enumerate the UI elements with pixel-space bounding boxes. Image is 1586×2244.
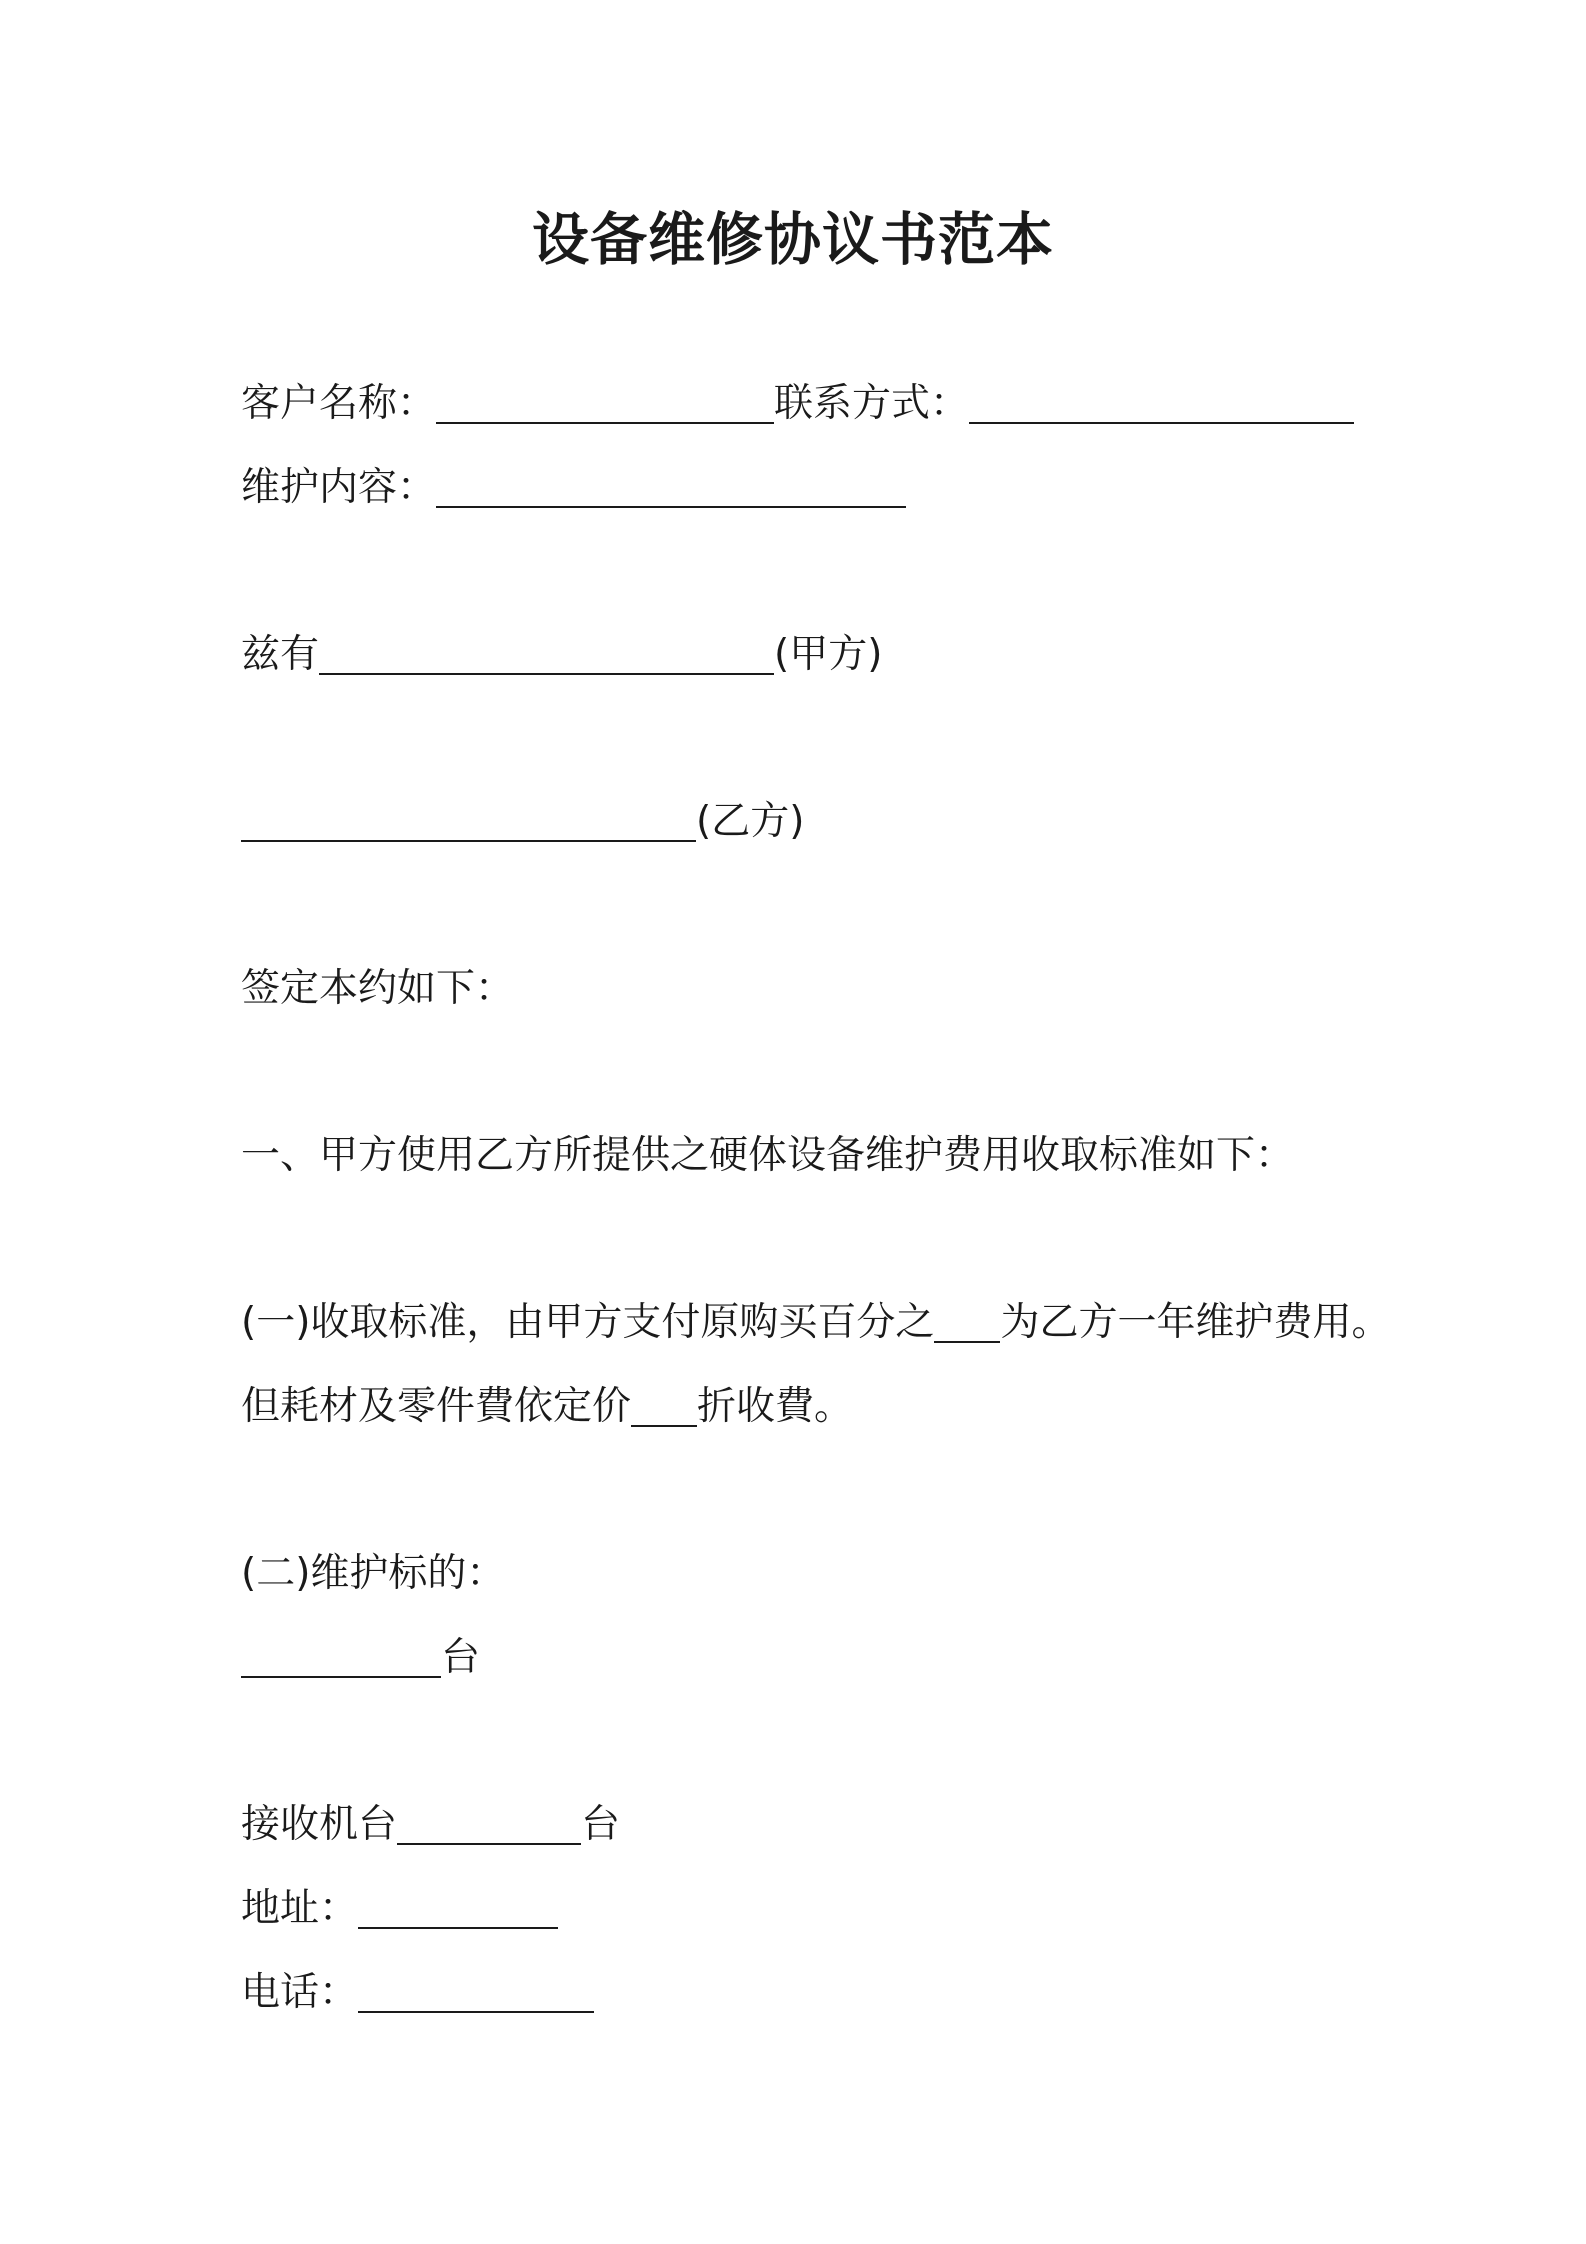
clause-1-1-line <box>241 1295 1390 1351</box>
clause-1-1-prefix: (一)收取标准，由甲方支付原购买百分之 <box>241 1300 935 1345</box>
customer-contact-line <box>241 376 1354 432</box>
units-field-1[interactable] <box>241 1632 441 1678</box>
party-a-prefix: 兹有 <box>241 632 320 677</box>
contact-field[interactable] <box>969 378 1354 424</box>
clause-1: 一、甲方使用乙方所提供之硬体设备维护费用收取标准如下： <box>241 1133 1295 1178</box>
clause-1-1-suffix: 为乙方一年维护费用。 <box>1000 1300 1391 1345</box>
maintenance-content-line <box>241 460 906 516</box>
party-a-field[interactable] <box>319 629 774 675</box>
address-line <box>241 1881 558 1937</box>
agreement-intro: 签定本约如下： <box>241 966 515 1011</box>
units-line-1 <box>241 1630 480 1686</box>
clause-1-1-cont-suffix: 折收費。 <box>697 1384 854 1429</box>
document-title: 设备维修协议书范本 <box>532 207 1054 273</box>
receiving-machine-line <box>241 1797 620 1853</box>
contact-label: 联系方式： <box>774 381 970 426</box>
party-a-suffix: (甲方) <box>774 632 883 677</box>
address-field[interactable] <box>358 1883 558 1929</box>
percentage-field[interactable] <box>934 1297 1000 1343</box>
discount-field[interactable] <box>631 1381 697 1427</box>
phone-field[interactable] <box>358 1967 594 2013</box>
customer-name-field[interactable] <box>436 378 774 424</box>
units-label-1: 台 <box>441 1635 481 1680</box>
phone-line <box>241 1965 594 2021</box>
clause-1-1-cont-line <box>241 1379 853 1435</box>
party-b-field[interactable] <box>241 796 696 842</box>
party-b-suffix: (乙方) <box>696 799 805 844</box>
phone-label: 电话： <box>241 1970 359 2015</box>
maintenance-content-label: 维护内容： <box>241 465 437 510</box>
receiving-machine-field[interactable] <box>397 1799 581 1845</box>
party-a-line <box>241 627 882 683</box>
customer-name-label: 客户名称： <box>241 381 437 426</box>
clause-1-2: (二)维护标的： <box>241 1551 506 1596</box>
party-b-line <box>241 794 804 850</box>
units-label-2: 台 <box>581 1802 621 1847</box>
clause-1-1-cont-prefix: 但耗材及零件費依定价 <box>241 1384 632 1429</box>
receiving-machine-label: 接收机台 <box>241 1802 398 1847</box>
maintenance-content-field[interactable] <box>436 462 906 508</box>
address-label: 地址： <box>241 1886 359 1931</box>
